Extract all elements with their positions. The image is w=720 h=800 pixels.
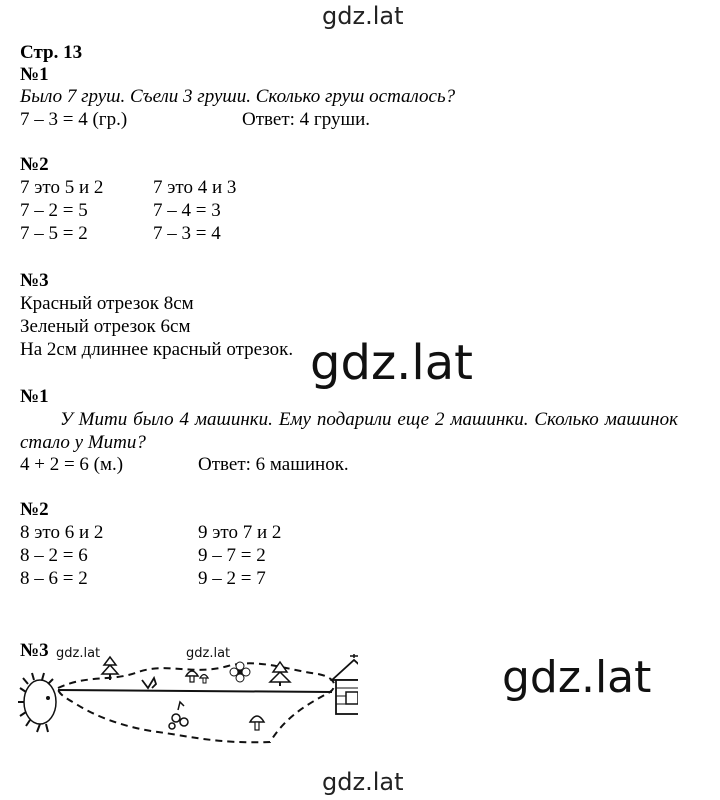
- watermark-small-2: gdz.lat: [186, 646, 231, 661]
- task2b-row-2-left: 8 – 2 = 6: [20, 545, 88, 566]
- tree-icon: [102, 657, 118, 680]
- task3-line-1: Красный отрезок 8см: [20, 293, 194, 314]
- page-number: Стр. 13: [20, 42, 83, 63]
- task3-label: №3: [20, 270, 49, 291]
- task2-row-3-right: 7 – 3 = 4: [153, 223, 221, 244]
- task1-label: №1: [20, 64, 49, 85]
- watermark-middle: gdz.lat: [310, 335, 473, 391]
- task1b-answer: Ответ: 6 машинок.: [198, 454, 349, 475]
- task2b-label: №2: [20, 499, 49, 520]
- watermark-top: gdz.lat: [322, 2, 404, 30]
- watermark-bottom: gdz.lat: [322, 768, 404, 796]
- task1b-solution: 4 + 2 = 6 (м.): [20, 454, 124, 475]
- task2-row-1-right: 7 это 4 и 3: [153, 177, 237, 198]
- task2b-row-1-left: 8 это 6 и 2: [20, 522, 104, 543]
- straight-path: [58, 690, 332, 692]
- task2b-row-1-right: 9 это 7 и 2: [198, 522, 282, 543]
- task2b-row-3-left: 8 – 6 = 2: [20, 568, 88, 589]
- task1-answer: Ответ: 4 груши.: [242, 109, 370, 130]
- watermark-small-1: gdz.lat: [56, 646, 101, 661]
- task2-row-2-right: 7 – 4 = 3: [153, 200, 221, 221]
- bird-icon: [142, 678, 156, 688]
- task1b-label: №1: [20, 386, 49, 407]
- task2-label: №2: [20, 154, 49, 175]
- task3-line-2: Зеленый отрезок 6см: [20, 316, 191, 337]
- task2-row-3-left: 7 – 5 = 2: [20, 223, 88, 244]
- hedgehog-icon: [18, 673, 56, 732]
- path-illustration: [18, 652, 358, 752]
- flower-icon: [230, 662, 250, 682]
- task2-row-1-left: 7 это 5 и 2: [20, 177, 104, 198]
- task2b-row-2-right: 9 – 7 = 2: [198, 545, 266, 566]
- mushroom-icon: [186, 671, 208, 683]
- berry-icon: [169, 702, 188, 729]
- task3-line-3: На 2см длиннее красный отрезок.: [20, 339, 294, 360]
- task1-problem: Было 7 груш. Съели 3 груши. Сколько груш осталось?: [20, 86, 456, 107]
- task1b-problem: У Мити было 4 машинки. Ему подарили еще 2 машинки. Сколько машинок стало у Мити?: [20, 409, 678, 453]
- house-icon: [332, 654, 358, 714]
- mushroom-icon: [250, 716, 264, 730]
- task1-solution: 7 – 3 = 4 (гр.): [20, 109, 128, 130]
- watermark-right: gdz.lat: [502, 652, 652, 703]
- task3b-label: №3: [20, 640, 49, 661]
- task2-row-2-left: 7 – 2 = 5: [20, 200, 88, 221]
- task2b-row-3-right: 9 – 2 = 7: [198, 568, 266, 589]
